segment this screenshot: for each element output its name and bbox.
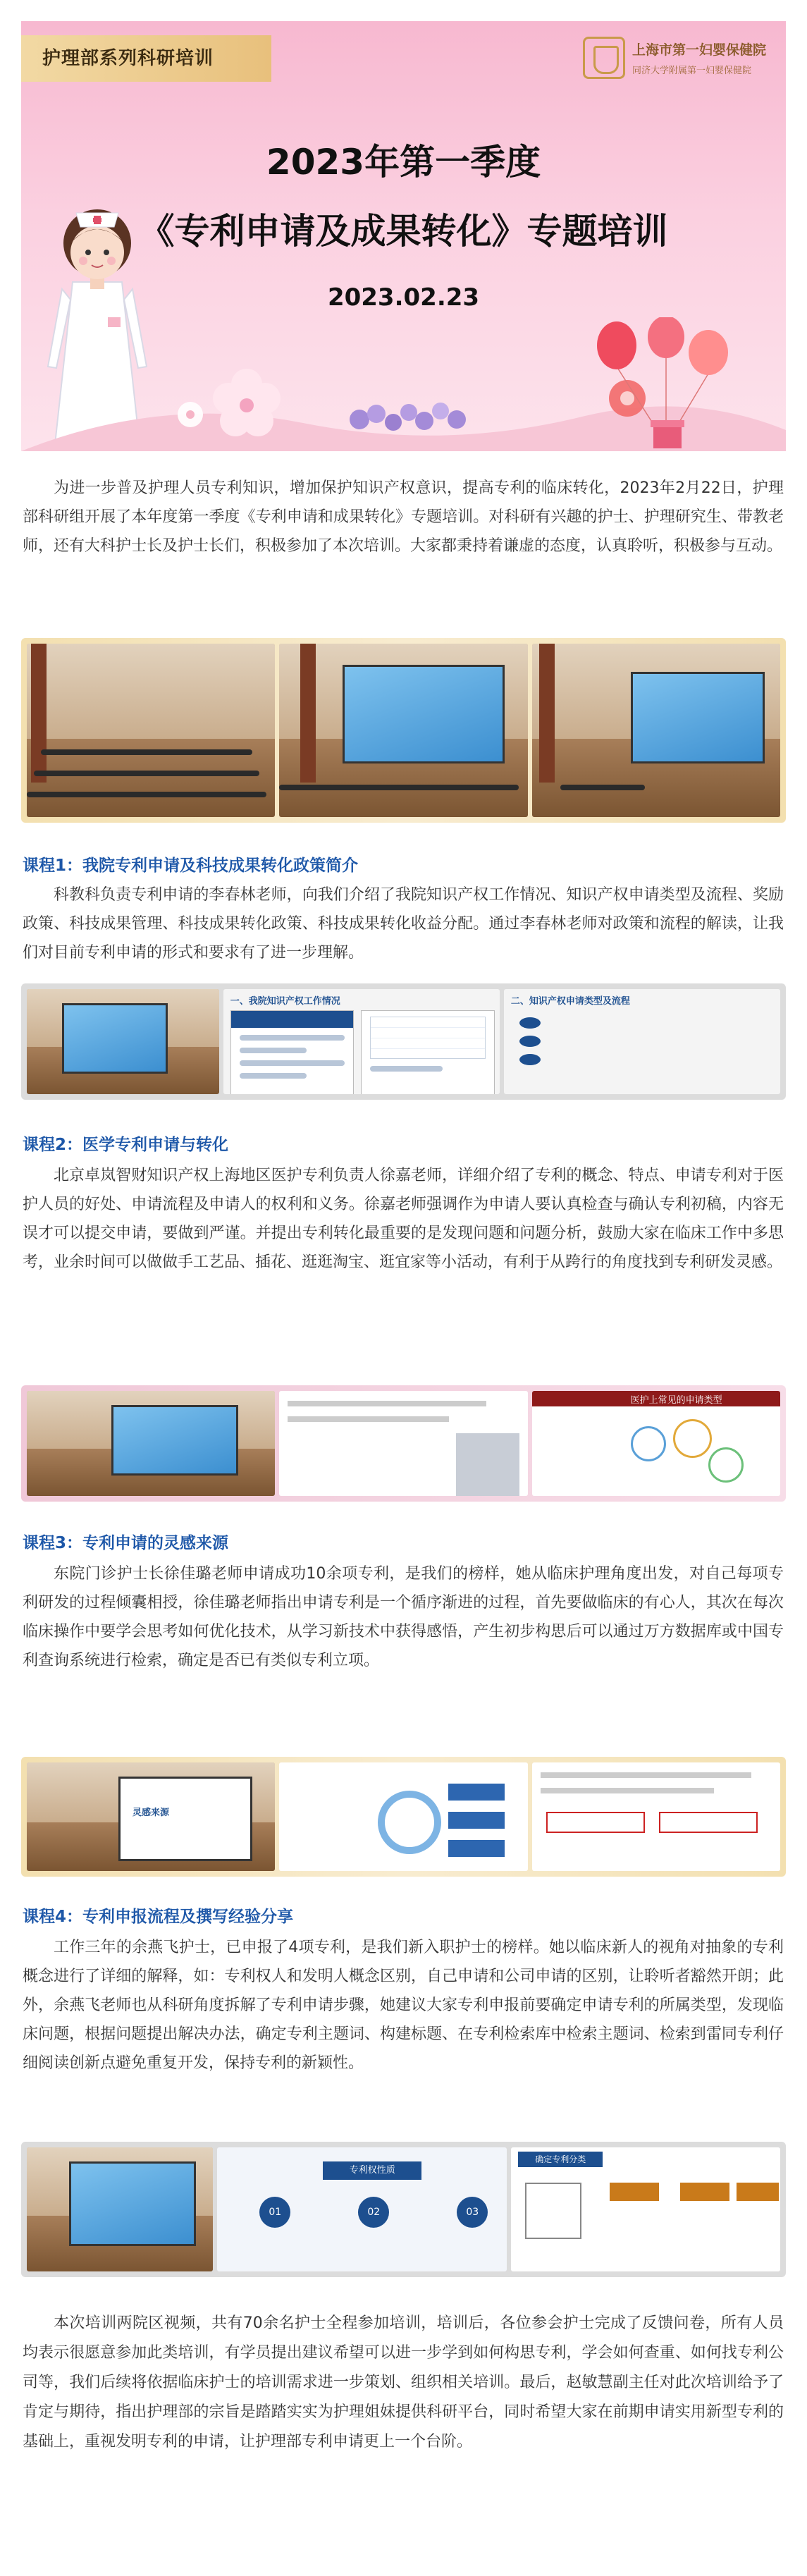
course3-slide-a <box>279 1762 527 1871</box>
photo-audience <box>27 644 275 817</box>
course3-photo-room <box>27 1762 275 1871</box>
course4-slide-b-title: 确定专利分类 <box>518 2152 603 2167</box>
course3-heading: 课程3：专利申请的灵感来源 <box>23 1534 229 1552</box>
course4-step-03: 03 <box>457 2197 488 2228</box>
course3-paragraph: 东院门诊护士长徐佳璐老师申请成功10余项专利，是我们的榜样，她从临床护理角度出发，对自己每项专利研发的过程倾囊相授，徐佳璐老师指出申请专利是一个循序渐进的过程，首先要做临床的有心人，其次在每次临床操作中要学会思考如何优化技术，从学习新技术中获得感悟，产生初步构思后可以通过万方数据库或中国专利查询系统进行检索，确定是否已有类似专利立项。 <box>23 1565 784 1669</box>
course4-photos <box>21 2142 786 2277</box>
photo-speaker-screen <box>279 644 527 817</box>
course4-slide-title: 专利权性质 <box>323 2161 421 2180</box>
course3-slide-title: 灵感来源 <box>133 1808 170 1818</box>
hospital-subname: 同济大学附属第一妇婴保健院 <box>632 66 751 76</box>
course2-slide-title: 医护上常见的申请类型 <box>630 1395 722 1406</box>
training-photos <box>21 638 786 823</box>
course1-paragraph: 科教科负责专利申请的李春林老师，向我们介绍了我院知识产权工作情况、知识产权申请类型及流程、奖励政策、科技成果管理、科技成果转化政策、科技成果转化收益分配。通过李春林老师对政策和流程的解读，让我们对目前专利申请的形式和要求有了进一步理解。 <box>23 886 784 962</box>
course1-slide-b-title: 二、知识产权申请类型及流程 <box>510 996 630 1007</box>
course2-slide-a <box>279 1391 527 1496</box>
course2-slide-b <box>532 1391 780 1496</box>
course4-paragraph: 工作三年的余燕飞护士，已申报了4项专利，是我们新入职护士的榜样。她以临床新人的视角对抽象的专利概念进行了详细的解释，如：专利权人和发明人概念区别，自己申请和公司申请的区别，让聆听者豁然开朗；此外，余燕飞老师也从科研角度拆解了专利申请步骤，她建议大家专利申报前要确定申请专利的所属类型，发现临床问题，根据问题提出解决办法，确定专利主题词、构建标题、在专利检索库中检索主题词、检索到雷同专利仔细阅读创新点避免重复开发，保持专利的新颖性。 <box>23 1939 784 2072</box>
course3-slide-b <box>532 1762 780 1871</box>
banner <box>21 21 786 451</box>
course1-photos <box>21 983 786 1100</box>
course2-paragraph: 北京卓岚智财知识产权上海地区医护专利负责人徐嘉老师，详细介绍了专利的概念、特点、申请专利对于医护人员的好处、申请流程及申请人的权利和义务。徐嘉老师强调作为申请人要认真检查与确认专利初稿，内容无误才可以提交申请，要做到严谨。并提出专利转化最重要的是发现问题和问题分析，鼓励大家在临床工作中多思考，业余时间可以做做手工艺品、插花、逛逛淘宝、逛宜家等小活动，有利于从跨行的角度找到专利研发灵感。 <box>23 1167 784 1271</box>
photo-presenter <box>532 644 780 817</box>
course4-slide-a <box>217 2147 507 2271</box>
course2-photos <box>21 1385 786 1502</box>
banner-title-line2: 《专利申请及成果转化》专题培训 <box>139 211 668 252</box>
course1-slide-a-title: 一、我院知识产权工作情况 <box>230 996 340 1007</box>
course4-heading: 课程4：专利申报流程及撰写经验分享 <box>23 1908 294 1926</box>
hospital-name: 上海市第一妇婴保健院 <box>632 42 766 58</box>
banner-title-line1: 2023年第一季度 <box>266 142 541 183</box>
balloons-decoration <box>589 317 744 451</box>
course4-step-01: 01 <box>259 2197 290 2228</box>
course1-slide-a <box>223 989 500 1094</box>
course2-photo-room <box>27 1391 275 1496</box>
banner-date: 2023.02.23 <box>327 283 480 312</box>
closing-paragraph: 本次培训两院区视频，共有70余名护士全程参加培训，培训后，各位参会护士完成了反馈问卷，所有人员均表示很愿意参加此类培训，有学员提出建议希望可以进一步学到如何构思专利，学会如何查重、如何找专利公司等，我们后续将依据临床护士的培训需求进一步策划、组织相关培训。最后，赵敏慧副主任对此次培训给予了肯定与期待，指出护理部的宗旨是踏踏实实为护理姐妹提供科研平台，同时希望大家在前期申请实用新型专利的基础上，重视发明专利的申请，让护理部专利申请更上一个台阶。 <box>23 2314 784 2451</box>
course1-slide-b <box>504 989 780 1094</box>
hospital-logo-icon <box>583 37 625 79</box>
intro-paragraph: 为进一步普及护理人员专利知识，增加保护知识产权意识，提高专利的临床转化，2023年2月22日，护理部科研组开展了本年度第一季度《专利申请和成果转化》专题培训。对科研有兴趣的护士、护理研究生、带教老师，还有大科护士长及护士长们，积极参加了本次培训。大家都秉持着谦虚的态度，认真聆听，积极参与互动。 <box>23 479 784 555</box>
hospital-logo <box>583 37 766 79</box>
course4-photo-room <box>27 2147 213 2271</box>
course1-heading: 课程1：我院专利申请及科技成果转化政策简介 <box>23 857 359 875</box>
course4-slide-b <box>511 2147 780 2271</box>
course1-photo-room <box>27 989 219 1094</box>
course3-photos <box>21 1757 786 1877</box>
course2-heading: 课程2：医学专利申请与转化 <box>23 1136 229 1154</box>
series-tag: 护理部系列科研培训 <box>21 35 271 82</box>
course4-step-02: 02 <box>358 2197 389 2228</box>
